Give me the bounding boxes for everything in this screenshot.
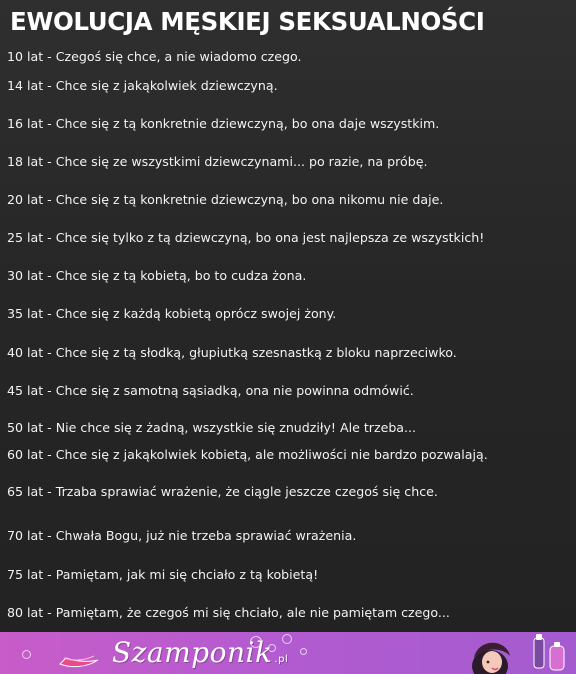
age-line: 25 lat - Chce się tylko z tą dziewczyną, bo ona jest najlepsza ze wszystkich! [7,230,485,245]
age-line: 30 lat - Chce się z tą kobietą, bo to cudza żona. [7,268,307,283]
age-line: 20 lat - Chce się z tą konkretnie dziewczyną, bo ona nikomu nie daje. [7,192,444,207]
bubble-decoration [300,648,307,655]
logo-suffix: .pl [274,654,289,665]
logo-text: Szamponik [112,636,273,669]
age-line: 18 lat - Chce się ze wszystkimi dziewczynami... po razie, na próbę. [7,154,428,169]
age-line: 70 lat - Chwała Bogu, już nie trzeba sprawiać wrażenia. [7,528,357,543]
footer-banner [0,632,576,674]
site-logo [112,634,288,672]
age-line: 40 lat - Chce się z tą słodką, głupiutką szesnastką z bloku naprzeciwko. [7,345,457,360]
poster-title: EWOLUCJA MĘSKIEJ SEKSUALNOŚCI [10,7,485,36]
age-line: 65 lat - Trzaba sprawiać wrażenie, że ciągle jeszcze czegoś się chce. [7,484,438,499]
age-line: 14 lat - Chce się z jakąkolwiek dziewczyną. [7,78,278,93]
lipstick-icon [56,638,102,670]
age-line: 10 lat - Czegoś się chce, a nie wiadomo czego. [7,49,302,64]
age-line: 80 lat - Pamiętam, że czegoś mi się chciało, ale nie pamiętam czego... [7,605,450,620]
age-line: 75 lat - Pamiętam, jak mi się chciało z tą kobietą! [7,567,319,582]
age-line: 50 lat - Nie chce się z żadną, wszystkie się znudziły! Ale trzeba... [7,420,417,435]
age-line: 60 lat - Chce się z jakąkolwiek kobietą, ale możliwości nie bardzo pozwalają. [7,447,488,462]
age-line: 45 lat - Chce się z samotną sąsiadką, ona nie powinna odmówić. [7,383,414,398]
bubble-decoration [22,650,31,659]
woman-illustration-icon [430,632,576,674]
age-line: 16 lat - Chce się z tą konkretnie dziewczyną, bo ona daje wszystkim. [7,116,440,131]
age-line: 35 lat - Chce się z każdą kobietą oprócz swojej żony. [7,306,337,321]
